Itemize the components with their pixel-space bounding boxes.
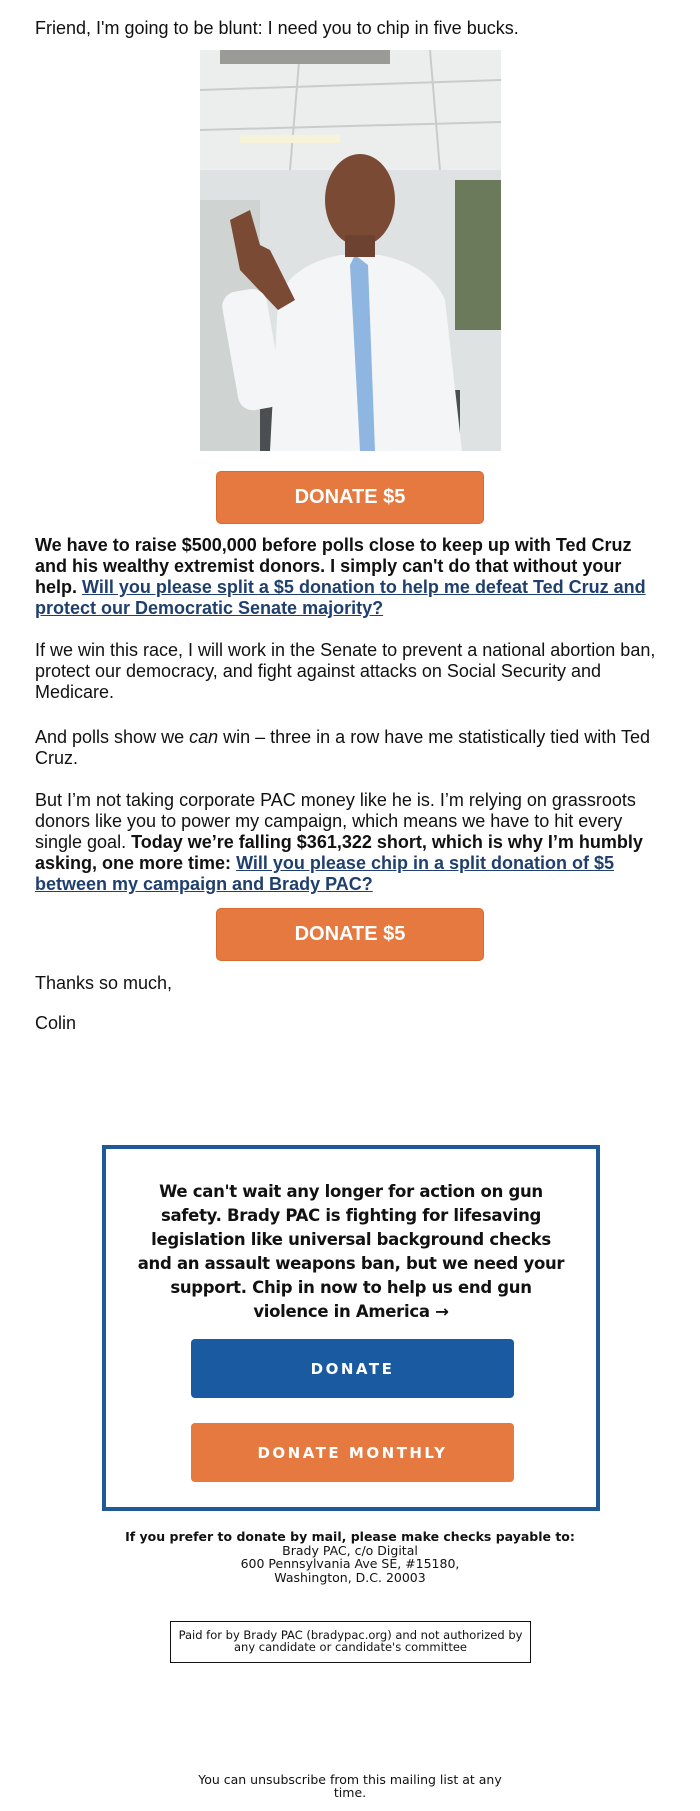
raise-paragraph <box>35 535 665 619</box>
chip-in-link[interactable]: Will you please chip in a split donation of $5 between my campaign and Brady PAC? <box>35 853 614 894</box>
paid-for-disclaimer: Paid for by Brady PAC (bradypac.org) and not authorized by any candidate or candidate's committee <box>170 1621 531 1663</box>
mail-line-2: 600 Pennsylvania Ave SE, #15180, <box>240 1556 460 1571</box>
mail-line-3: Washington, D.C. 20003 <box>274 1569 426 1585</box>
mail-line-1: Brady PAC, c/o Digital <box>282 1542 418 1558</box>
brady-donate-button[interactable]: DONATE <box>191 1339 514 1398</box>
polls-text: And polls show we <box>35 727 190 747</box>
grassroots-text: But I’m not taking corporate PAC money like he is. I’m relying on grassroots donors like you to power my campaign, which means we have to hit every single goal. <box>35 790 636 852</box>
mail-info <box>100 1530 600 1584</box>
candidate-photo <box>200 50 501 451</box>
polls-paragraph <box>35 727 665 769</box>
raise-text: We have to raise $500,000 before polls close to keep up with Ted Cruz and his wealthy extremist donors. I simply can't do that without your help. <box>35 535 632 597</box>
signature: Colin <box>35 1013 77 1033</box>
brady-pac-message: We can't wait any longer for action on gun safety. Brady PAC is fighting for lifesaving legislation like universal background checks and an assault weapons ban, but we need your support. Chip in now to help us end gun violence in America → <box>137 1182 565 1321</box>
unsubscribe-text[interactable]: You can unsubscribe from this mailing list at any time. <box>198 1772 502 1800</box>
donate-5-button-top[interactable]: DONATE $5 <box>216 471 484 524</box>
brady-donate-monthly-button[interactable]: DONATE MONTHLY <box>191 1423 514 1482</box>
polls-text-end: win – three in a row have me statistically tied with Ted Cruz. <box>35 727 650 768</box>
donate-5-button-bottom[interactable]: DONATE $5 <box>216 908 484 961</box>
senate-paragraph: If we win this race, I will work in the Senate to prevent a national abortion ban, protect our democracy, and fight against attacks on Social Security and Medicare. <box>35 640 656 702</box>
signoff: Thanks so much, <box>35 973 173 993</box>
grassroots-paragraph <box>35 790 665 895</box>
shortfall-text: Today we’re falling $361,322 short, which is why I’m humbly asking, one more time: <box>35 832 643 873</box>
split-donation-link[interactable]: Will you please split a $5 donation to help me defeat Ted Cruz and protect our Democratic Senate majority? <box>35 577 646 618</box>
intro-text: Friend, I'm going to be blunt: I need you to chip in five bucks. <box>35 18 519 38</box>
mail-heading: If you prefer to donate by mail, please make checks payable to: <box>125 1529 575 1544</box>
polls-emphasis: can <box>189 727 219 747</box>
brady-pac-box <box>102 1145 600 1511</box>
